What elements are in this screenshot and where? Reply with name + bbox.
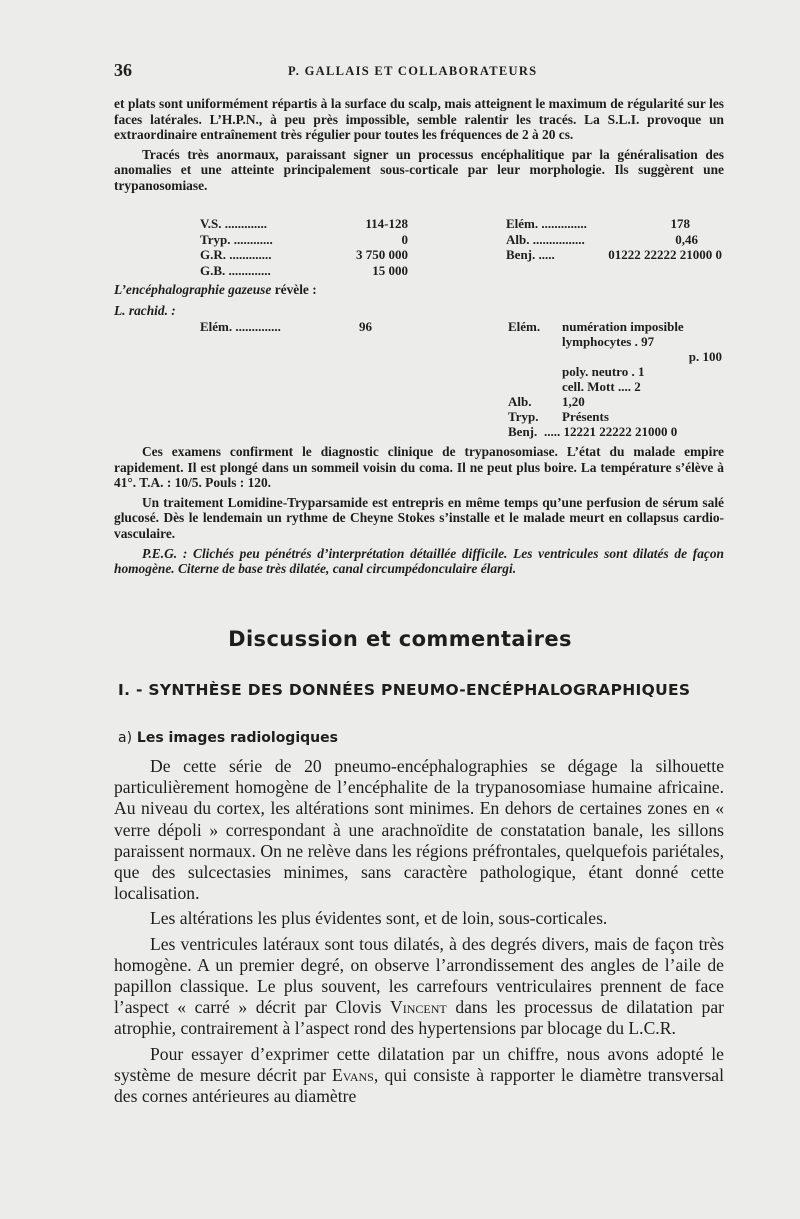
eeg-paragraph: et plats sont uniformément répartis à la surface du scalp, mais atteignent le maximum de régularité sur les faces latérales. L’H.P.N., à peu près impossible, semble ralentir les tracés. La S.L.I. provoque un extraordinaire entraînement très régulier pour toutes les fréquences de 2 à 20 cs.	[114, 96, 724, 143]
diagnosis-paragraph: Ces examens confirment le diagnostic clinique de trypanosomiase. L’état du malade empire rapidement. Il est plongé dans un sommeil voisin du coma. Il ne peut plus boire. La température s’élève à 41°. T.A. : 10/5. Pouls : 120.	[114, 444, 724, 491]
lab-row: Alb. ................ 0,46	[506, 231, 698, 247]
lab-row: G.R. ............. 3 750 000	[200, 247, 408, 262]
lab-row: p. 100	[688, 349, 722, 364]
gaseous-line	[114, 282, 724, 298]
lab-row: Elém. .............. 96	[200, 319, 372, 334]
lab-row: Elém. numération imposible	[508, 319, 684, 334]
running-head: P. GALLAIS ET COLLABORATEURS	[288, 64, 538, 78]
lab-row: poly. neutro . 1	[562, 364, 645, 379]
peg-paragraph: P.E.G. : Clichés peu pénétrés d’interprétation détaillée difficile. Les ventricules sont dilatés de façon homogène. Citerne de base très dilatée, canal circumpédonculaire élargi.	[114, 545, 724, 577]
body-paragraph: Les altérations les plus évidentes sont, et de loin, sous-corticales.	[150, 908, 608, 929]
author-name: Evans	[331, 1064, 374, 1085]
lab-row: Benj. ..... 01222 22222 21000 0	[506, 247, 722, 262]
treatment-paragraph: Un traitement Lomidine-Tryparsamide est entrepris en même temps qu’une perfusion de sérum salé glucosé. Dès le lendemain un rythme de Cheyne Stokes s’installe et le malade meurt en collapsus cardio-vasculaire.	[114, 494, 724, 541]
subsub-prefix: a)	[118, 730, 133, 746]
subsection-title: I. - SYNTHÈSE DES DONNÉES PNEUMO-ENCÉPHALOGRAPHIQUES	[118, 681, 691, 699]
lab-row: Alb. 1,20	[508, 394, 585, 409]
author-name: Vincent	[390, 997, 447, 1018]
section-title: Discussion et commentaires	[228, 627, 572, 651]
lab-row: lymphocytes . 97	[562, 334, 655, 349]
gaseous-italic: L’encéphalographie gazeuse	[114, 282, 272, 297]
lab-row: V.S. ............. 114-128	[200, 216, 408, 231]
body-paragraph: Pour essayer d’exprimer cette dilatation par un chiffre, nous avons adopté le système de mesure décrit par Evans, qui consiste à rapporter le diamètre transversal des cornes antérieures au diamètre	[114, 1043, 724, 1107]
body-paragraph: De cette série de 20 pneumo-encéphalographies se dégage la silhouette particulièrement homogène de l’encéphalite de la trypanosomiase humaine africaine. Au niveau du cortex, les altérations sont minimes. En dehors de certaines zones en « verre dépoli » correspondant à une arachnoïdite de constatation banale, les sillons paraissent normaux. On ne relève dans les régions préfrontales, quelquefois pariétales, que des sulcectasies minimes, sans caractère pathologique, étant donné cette localisation.	[114, 756, 724, 904]
lab-row: G.B. ............. 15 000	[200, 262, 408, 278]
top-text	[114, 96, 724, 194]
lab-row: Benj. ..... 12221 22222 21000 0	[508, 424, 678, 439]
lab-row: Tryp. ............ 0	[200, 231, 408, 247]
subsub-title-text: Les images radiologiques	[136, 730, 338, 746]
rachid-right	[508, 319, 722, 439]
lab-row: Tryp. Présents	[508, 409, 609, 424]
subsubsection-title	[118, 730, 338, 746]
lab-row: cell. Mott .... 2	[562, 379, 641, 394]
main-body-text	[114, 756, 724, 1107]
middle-text	[114, 444, 724, 577]
l-rachid-label: L. rachid. :	[114, 303, 176, 318]
blood-results-left	[200, 216, 408, 278]
rachid-left	[200, 319, 372, 335]
gaseous-rest: révèle :	[271, 282, 317, 297]
lab-row: Elém. .............. 178	[506, 216, 690, 231]
body-paragraph: Les ventricules latéraux sont tous dilatés, à des degrés divers, mais de façon très homogène. A un premier degré, on observe l’arrondissement des angles de l’aile de papillon classique. Le plus souvent, les carrefours ventriculaires prennent de face l’aspect « carré » décrit par Clovis Vincent dans les processus de dilatation par atrophie, contrairement à l’aspect rond des hypertensions par blocage du L.C.R.	[114, 933, 724, 1039]
blood-results-right	[506, 216, 722, 263]
page-number: 36	[114, 60, 132, 80]
interpretation-paragraph: Tracés très anormaux, paraissant signer un processus encéphalitique par la généralisation des anomalies et une atteinte principalement sous-corticale par leur morphologie. Ils suggèrent une trypanosomiase.	[114, 146, 724, 193]
